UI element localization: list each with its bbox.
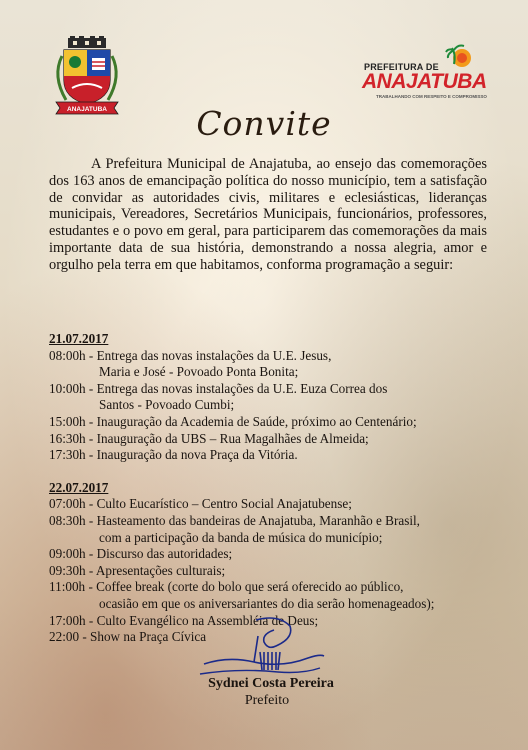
event-text: 08:00h - Entrega das novas instalações da U.E. Jesus, — [49, 347, 332, 363]
schedule-event — [49, 447, 499, 464]
event-text: 15:00h - Inauguração da Academia de Saúde, próximo ao Centenário; — [49, 413, 417, 429]
intro-text: A Prefeitura Municipal de Anajatuba, ao ensejo das comemorações dos 163 anos de emancipação política do nosso município, tem a satisfação de convidar as autoridades civis, militares e eclesiásticas, lideranças municipais, Vereadores, Secretários Municipais, funcionários, professores, estudantes e o povo em geral, para participarem das comemorações da mais importante data de sua história, demonstrando a nossa alegria, amor e orgulho pela terra em que habitamos, conforma programação a seguir: — [49, 156, 487, 273]
event-text: 17:30h - Inauguração da nova Praça da Vitória. — [49, 447, 298, 463]
signatory-name: Sydnei Costa Pereira — [208, 676, 334, 691]
signatory-role: Prefeito — [244, 693, 290, 708]
schedule-event — [49, 546, 499, 563]
brand-tagline: TRABALHANDO COM RESPEITO E COMPROMISSO — [376, 94, 487, 99]
event-text: 09:00h - Discurso das autoridades; — [49, 546, 233, 562]
event-text: 07:00h - Culto Eucarístico – Centro Social Anajatubense; — [49, 496, 352, 512]
event-schedule — [49, 331, 499, 646]
event-continuation: com a participação da banda de música do município; — [99, 529, 383, 545]
schedule-event — [49, 381, 499, 414]
schedule-event — [49, 563, 499, 580]
schedule-event — [49, 513, 499, 546]
event-text: 22:00 - Show na Praça Cívica — [49, 629, 207, 645]
crest-ribbon-text: ANAJATUBA — [67, 106, 107, 113]
event-text: 16:30h - Inauguração da UBS – Rua Magalhães de Almeida; — [49, 430, 369, 446]
prefeitura-logo — [362, 40, 492, 104]
event-text: 11:00h - Coffee break (corte do bolo que será oferecido ao público, — [49, 579, 404, 595]
day-spacer — [49, 464, 499, 480]
event-continuation: Santos - Povoado Cumbi; — [99, 397, 235, 413]
event-text: 09:30h - Apresentações culturais; — [49, 562, 226, 578]
day-date: 21.07.2017 — [49, 331, 109, 346]
schedule-event — [49, 579, 499, 612]
event-text: 17:00h - Culto Evangélico na Assembléia de Deus; — [49, 612, 319, 628]
schedule-event — [49, 348, 499, 381]
brand-prefix: PREFEITURA DE — [364, 62, 439, 72]
event-text: 10:00h - Entrega das novas instalações da U.E. Euza Correa dos — [49, 380, 388, 396]
event-text: 08:30h - Hasteamento das bandeiras de Anajatuba, Maranhão e Brasil, — [49, 512, 420, 528]
invitation-title: Convite — [196, 104, 332, 143]
event-continuation: Maria e José - Povoado Ponta Bonita; — [99, 364, 299, 380]
day-date: 22.07.2017 — [49, 479, 109, 495]
event-continuation: ocasião em que os aniversariantes do dia serão homenageados); — [99, 595, 435, 611]
schedule-event — [49, 496, 499, 513]
schedule-event — [49, 414, 499, 431]
schedule-event — [49, 431, 499, 448]
intro-paragraph — [49, 156, 487, 274]
brand-name: ANAJATUBA — [362, 70, 487, 93]
